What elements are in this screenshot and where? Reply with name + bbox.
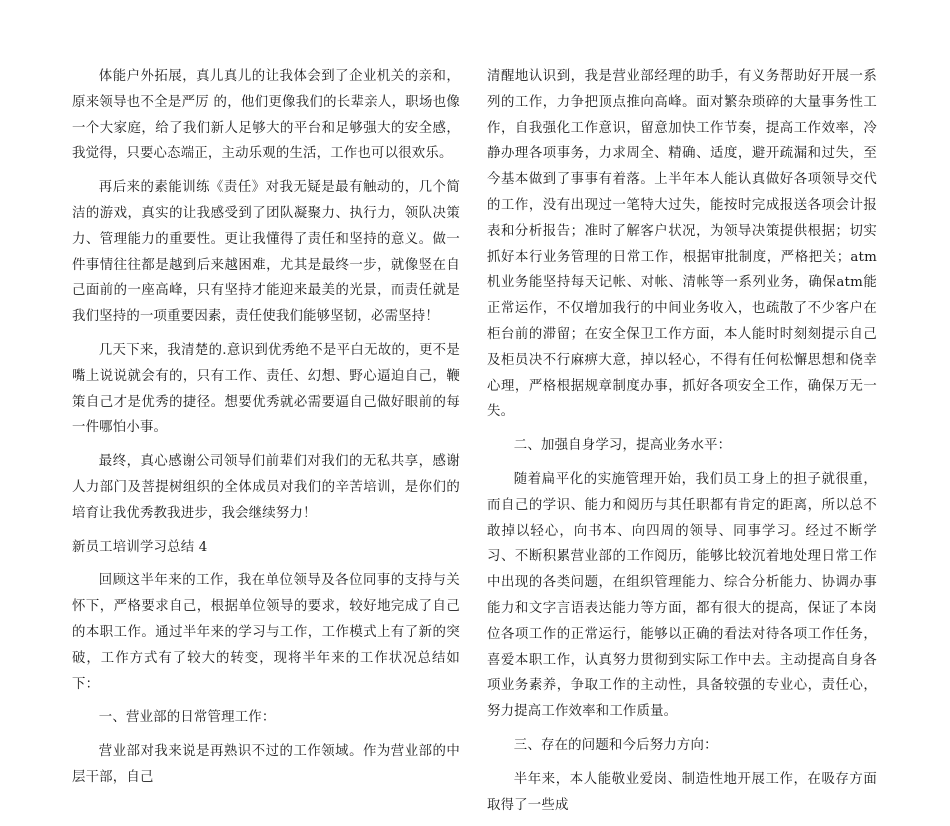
paragraph: 随着扁平化的实施管理开始，我们员工身上的担子就很重，而自己的学识、能力和阅历与其任职都有肯定的距离，所以总不敢掉以轻心，向书本、向四周的领导、同事学习。经过不断学习、不断积累营业部的工作阅历，能够比较沉着地处理日常工作中出现的各类问题，在组织管理能力、综合分析能力、协调办事能力和文字言语表达能力等方面，都有很大的提高，保证了本岗位各项工作的正常运行，能够以正确的看法对待各项工作任务，喜爱本职工作，认真努力贯彻到实际工作中去。主动提高自身各项业务素养，争取工作的主动性，具备较强的专业心，责任心，努力提高工作效率和工作质量。: [487, 471, 877, 720]
right-column: [487, 64, 877, 826]
section-heading: 二、加强自身学习，提高业务水平：: [513, 438, 732, 454]
section-heading: 一、营业部的日常管理工作：: [98, 710, 276, 726]
paragraph: 营业部对我来说是再熟识不过的工作领域。作为营业部的中层干部，自己: [72, 744, 460, 785]
paragraph: 清醒地认识到，我是营业部经理的助手，有义务帮助好开展一系列的工作，力争把顶点推向高峰。面对繁杂琐碎的大量事务性工作，自我强化工作意识，留意加快工作节奏，提高工作效率，冷静办理各项事务，力求周全、精确、适度，避开疏漏和过失，至今基本做到了事事有着落。上半年本人能认真做好各项领导交代的工作，没有出现过一笔特大过失，能按时完成报送各项会计报表和分析报告；准时了解客户状况，为领导决策提供根据；切实抓好本行业务管理的日常工作，根据审批制度，严格把关；atm机业务能坚持每天记帐、对帐、清帐等一系列业务，确保atm能正常运作，不仅增加我行的中间业务收入，也疏散了不少客户在柜台前的滞留；在安全保卫工作方面，本人能时时刻刻提示自己及柜员决不行麻痹大意，掉以轻心，不得有任何松懈思想和侥幸心理，严格根据规章制度办事，抓好各项安全工作，确保万无一失。: [487, 69, 877, 420]
paragraph: 再后来的素能训练《责任》对我无疑是最有触动的，几个简洁的游戏，真实的让我感受到了团队凝聚力、执行力，领队决策力、管理能力的重要性。更让我懂得了责任和坚持的意义。做一件事情往往都是越到后来越困难，尤其是最终一步，就像竖在自己面前的一座高峰，只有坚持才能迎来最美的光景，而责任就是我们坚持的一项重要因素，责任使我们能够坚韧，必需坚持！: [72, 180, 460, 325]
paragraph: 半年来，本人能敬业爱岗、制造性地开展工作，在吸存方面取得了一些成: [487, 771, 877, 813]
paragraph: 体能户外拓展，真儿真儿的让我体会到了企业机关的亲和，原来领导也不全是严厉 的，他们更像我们的长辈亲人，职场也像一个大家庭，给了我们新人足够大的平台和足够强大的安全感，我觉得，只要心态端正，主动乐观的生活，工作也可以很欢乐。: [72, 69, 460, 162]
section-title: 新员工培训学习总结 4: [72, 539, 208, 555]
paragraph: 几天下来，我清楚的.意识到优秀绝不是平白无故的，更不是嘴上说说就会有的，只有工作、责任、幻想、野心逼迫自己，鞭策自己才是优秀的捷径。想要优秀就必需要逼自己做好眼前的每一件哪怕小事。: [72, 342, 460, 436]
paragraph: 回顾这半年来的工作，我在单位领导及各位同事的支持与关怀下，严格要求自己，根据单位领导的要求，较好地完成了自己的本职工作。通过半年来的学习与工作，工作模式上有了新的突破，工作方式有了较大的转变，现将半年来的工作状况总结如下：: [72, 573, 460, 692]
paragraph: 最终，真心感谢公司领导们前辈们对我们的无私共享，感谢人力部门及菩提树组织的全体成员对我们的辛苦培训，是你们的培育让我优秀教我进步，我会继续努力！: [72, 454, 460, 521]
left-column: [72, 64, 460, 799]
section-heading: 三、存在的问题和今后努力方向：: [513, 737, 718, 753]
